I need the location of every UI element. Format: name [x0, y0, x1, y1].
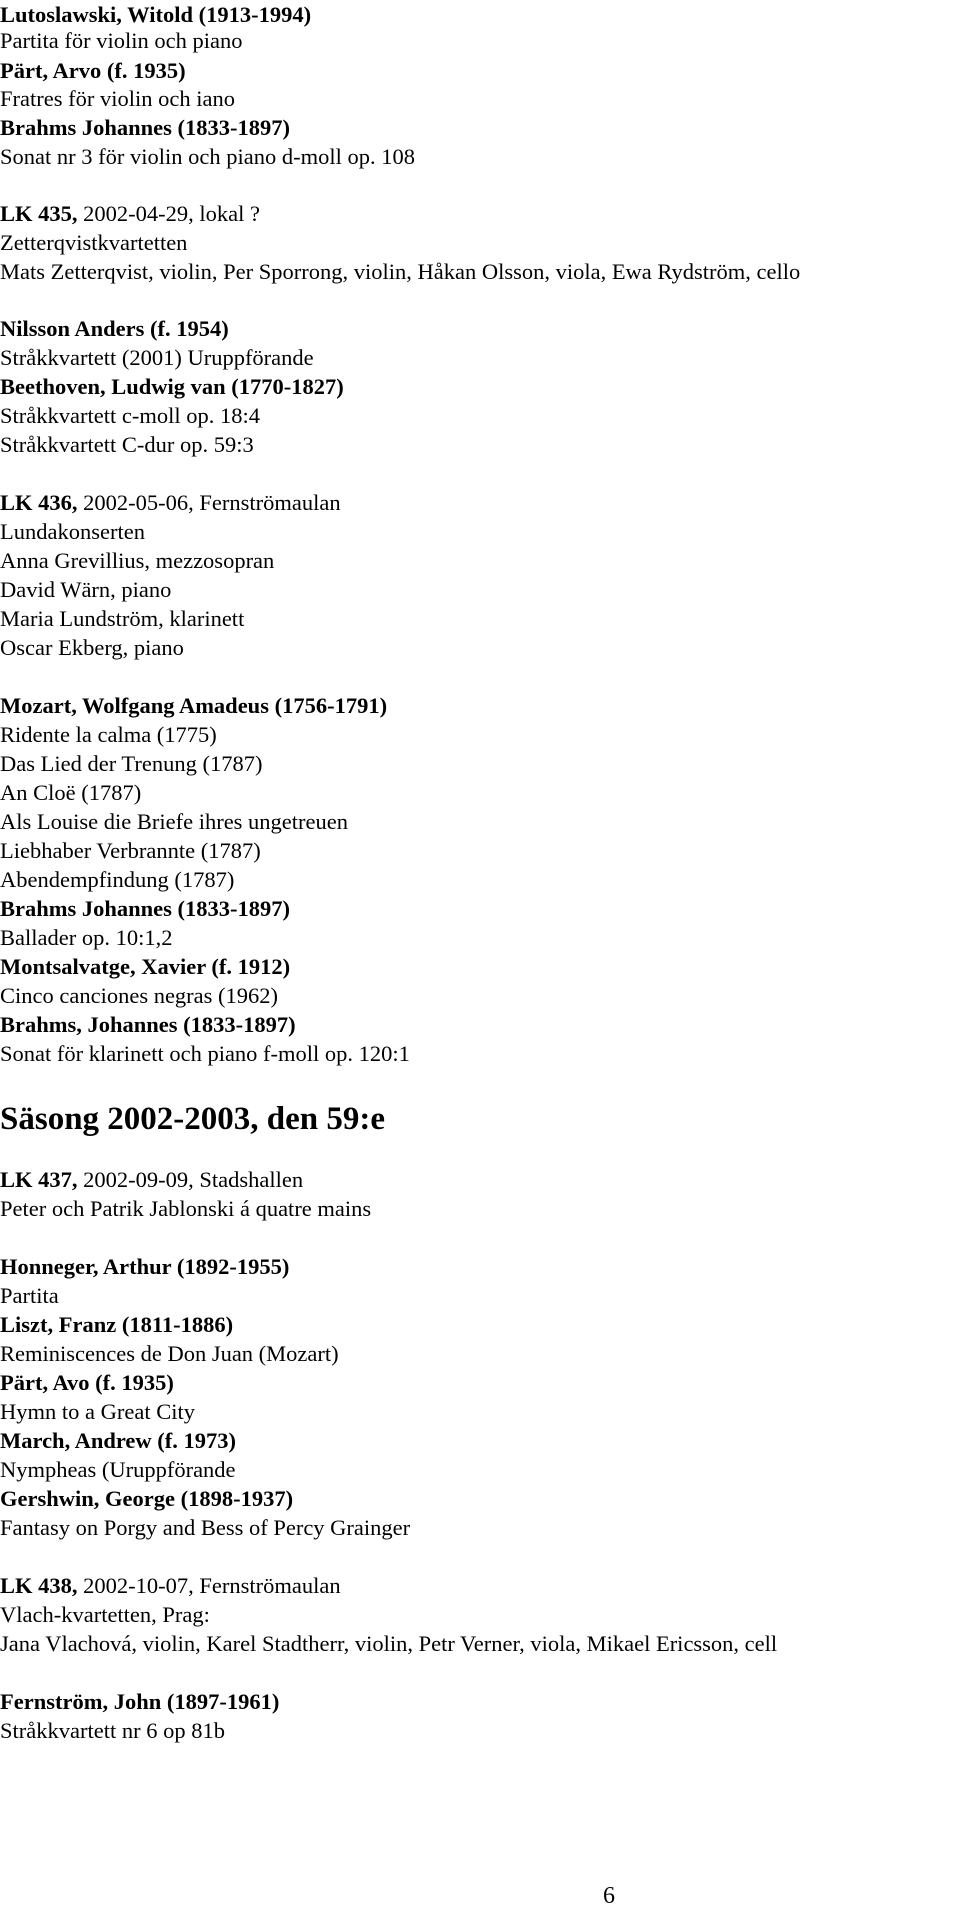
concert-date-venue: 2002-04-29, lokal ? — [77, 201, 260, 226]
composer-heading: Beethoven, Ludwig van (1770-1827) — [0, 374, 344, 399]
composer-heading: March, Andrew (f. 1973) — [0, 1428, 237, 1453]
concert-entry — [0, 1573, 341, 1599]
work-title: Stråkkvartett c-moll op. 18:4 — [0, 403, 260, 428]
concert-entry — [0, 201, 260, 227]
work-title: Hymn to a Great City — [0, 1399, 195, 1424]
work-title: Sonat nr 3 för violin och piano d-moll op. 108 — [0, 144, 415, 169]
ensemble-name: Vlach-kvartetten, Prag: — [0, 1602, 210, 1627]
composer-heading: Gershwin, George (1898-1937) — [0, 1486, 294, 1511]
work-title: Reminiscences de Don Juan (Mozart) — [0, 1341, 339, 1366]
composer-heading: Brahms, Johannes (1833-1897) — [0, 1012, 296, 1037]
performer-line: Anna Grevillius, mezzosopran — [0, 548, 275, 573]
work-title: Sonat för klarinett och piano f-moll op. 120:1 — [0, 1041, 410, 1066]
work-title: Fratres för violin och iano — [0, 86, 235, 111]
concert-id: LK 437, — [0, 1167, 78, 1192]
performer-line: Maria Lundström, klarinett — [0, 606, 245, 631]
work-title: Cinco canciones negras (1962) — [0, 983, 279, 1008]
work-title: An Cloë (1787) — [0, 780, 142, 805]
concert-entry — [0, 490, 341, 516]
concert-id: LK 436, — [0, 490, 78, 515]
work-title: Als Louise die Briefe ihres ungetreuen — [0, 809, 349, 834]
ensemble-name: Zetterqvistkvartetten — [0, 230, 188, 255]
work-title: Stråkkvartett (2001) Uruppförande — [0, 345, 314, 370]
work-title: Stråkkvartett nr 6 op 81b — [0, 1718, 225, 1743]
performers-line: Peter och Patrik Jablonski á quatre mains — [0, 1196, 372, 1221]
performers-line: Jana Vlachová, violin, Karel Stadtherr, violin, Petr Verner, viola, Mikael Ericsson, cell — [0, 1631, 778, 1656]
composer-heading: Honneger, Arthur (1892-1955) — [0, 1254, 290, 1279]
performer-line: Oscar Ekberg, piano — [0, 635, 184, 660]
concert-date-venue: 2002-10-07, Fernströmaulan — [77, 1573, 341, 1598]
work-title: Ballader op. 10:1,2 — [0, 925, 173, 950]
performer-line: David Wärn, piano — [0, 577, 172, 602]
work-title: Fantasy on Porgy and Bess of Percy Grainger — [0, 1515, 411, 1540]
work-title: Das Lied der Trenung (1787) — [0, 751, 263, 776]
composer-heading: Nilsson Anders (f. 1954) — [0, 316, 229, 341]
composer-heading: Liszt, Franz (1811-1886) — [0, 1312, 234, 1337]
composer-heading: Brahms Johannes (1833-1897) — [0, 115, 291, 140]
concert-entry — [0, 1167, 303, 1193]
composer-heading: Pärt, Avo (f. 1935) — [0, 1370, 174, 1395]
performers-line: Mats Zetterqvist, violin, Per Sporrong, violin, Håkan Olsson, viola, Ewa Rydström, cello — [0, 259, 801, 284]
concert-date-venue: 2002-09-09, Stadshallen — [77, 1167, 304, 1192]
season-heading: Säsong 2002-2003, den 59:e — [0, 1101, 386, 1137]
composer-heading: Montsalvatge, Xavier (f. 1912) — [0, 954, 291, 979]
composer-heading: Pärt, Arvo (f. 1935) — [0, 58, 186, 83]
work-title: Liebhaber Verbrannte (1787) — [0, 838, 261, 863]
work-title: Nympheas (Uruppförande — [0, 1457, 236, 1482]
concert-date-venue: 2002-05-06, Fernströmaulan — [77, 490, 341, 515]
work-title: Abendempfindung (1787) — [0, 867, 235, 892]
ensemble-name: Lundakonserten — [0, 519, 145, 544]
composer-heading: Lutoslawski, Witold (1913-1994) — [0, 2, 312, 27]
composer-heading: Brahms Johannes (1833-1897) — [0, 896, 291, 921]
work-title: Stråkkvartett C-dur op. 59:3 — [0, 432, 254, 457]
concert-id: LK 435, — [0, 201, 78, 226]
composer-heading: Fernström, John (1897-1961) — [0, 1689, 280, 1714]
work-title: Ridente la calma (1775) — [0, 722, 217, 747]
concert-id: LK 438, — [0, 1573, 78, 1598]
work-title: Partita — [0, 1283, 59, 1308]
work-title: Partita för violin och piano — [0, 28, 243, 53]
page-number: 6 — [603, 1883, 615, 1909]
composer-heading: Mozart, Wolfgang Amadeus (1756-1791) — [0, 693, 388, 718]
